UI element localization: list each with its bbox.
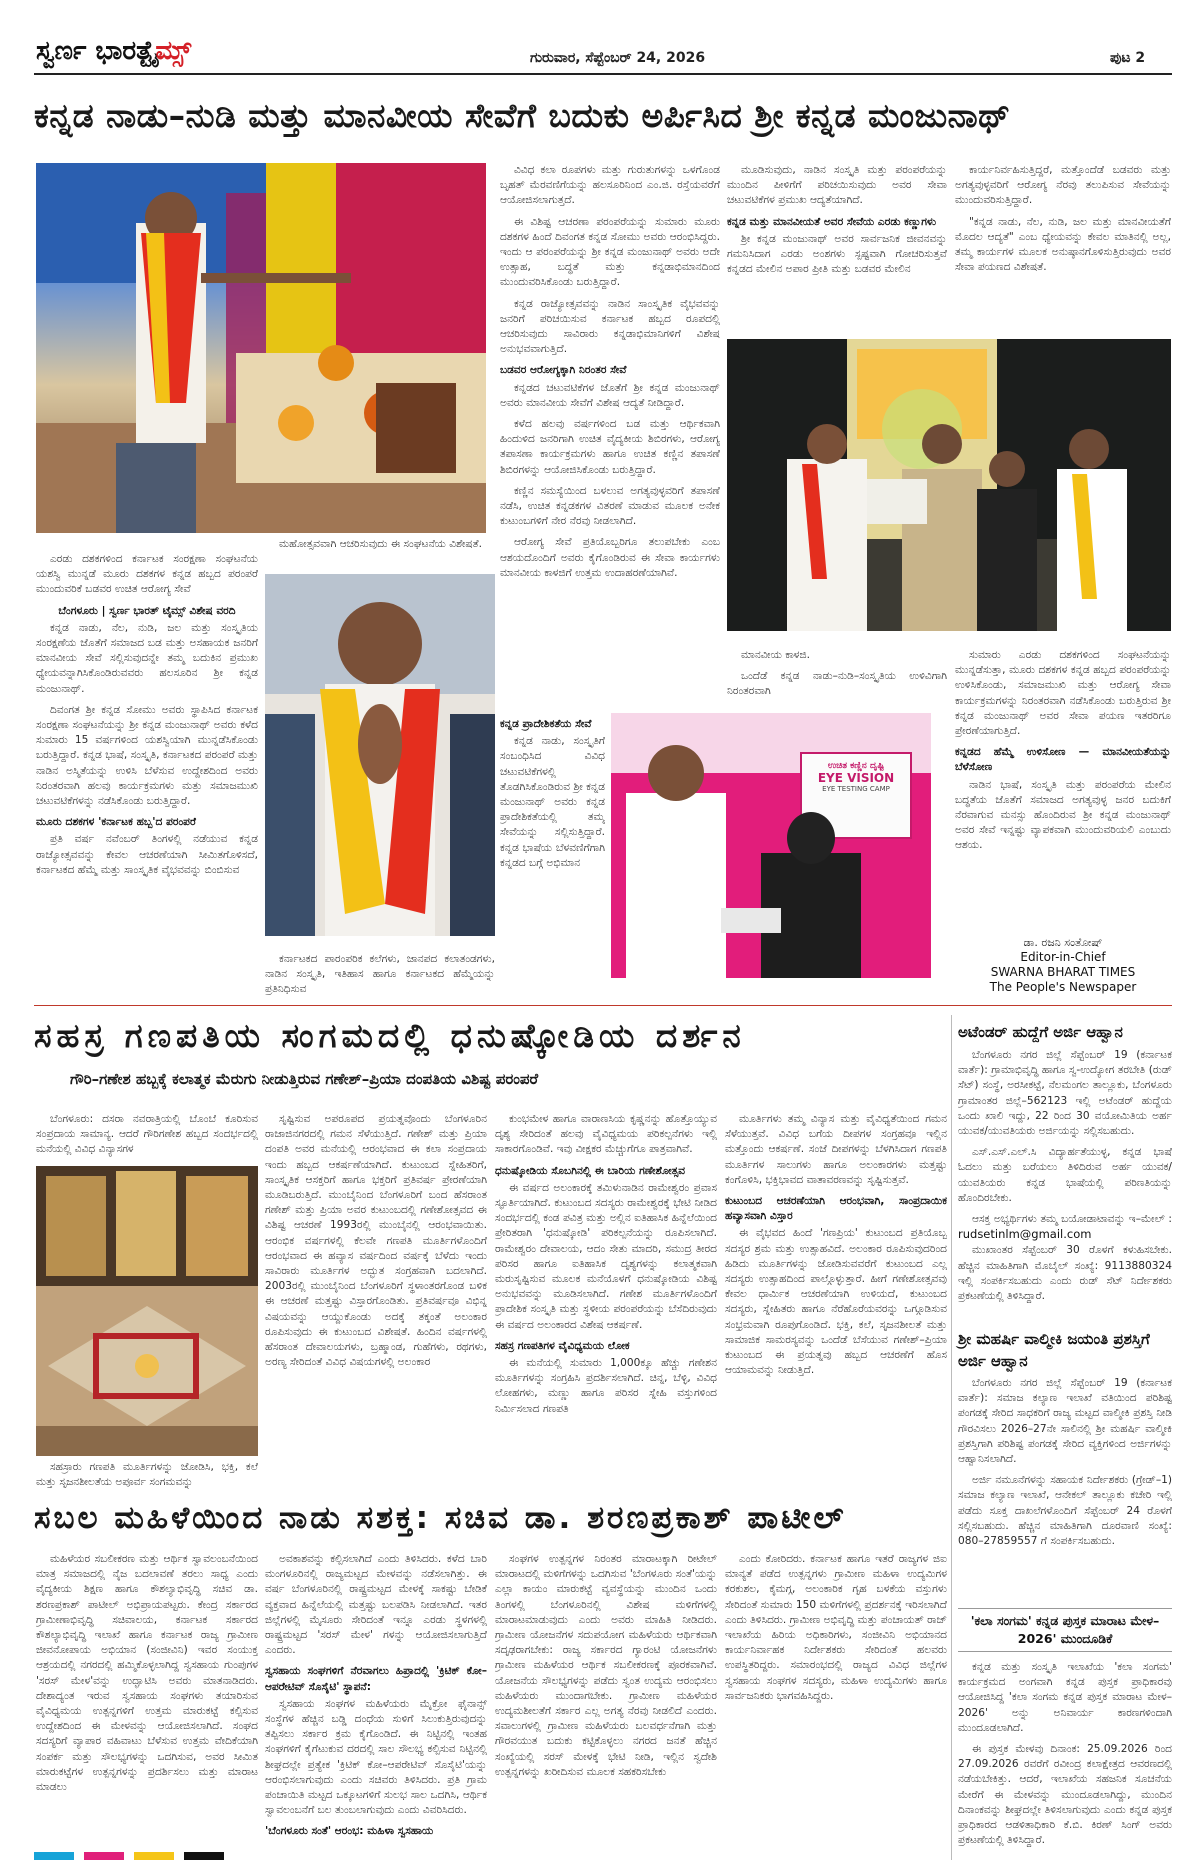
story2-col4-body: ಈ ವೈಭವದ ಹಿಂದೆ 'ಗಣಪ್ರಿಯ' ಕುಟುಂಬದ ಪ್ರತಿಯೊಬ್ಬ ಸದಸ್ಯರ ಶ್ರಮ ಮತ್ತು ಉತ್ಸಾಹವಿದೆ. ಅಲಂಕಾರ ರೂಪಿಸುವುದರಿಂದ ಹಿಡಿದು ಮೂರ್ತಿಗಳನ್ನು ಜೋಡಿಸುವವರೆಗೆ ಕುಟುಂಬದ ಎಲ್ಲ ಸದಸ್ಯರು ಉತ್ಸಾಹದಿಂದ ಪಾಲ್ಗೊಳ್ಳುತ್ತಾರೆ. ಹೀಗೆ ಗಣೇಶೋತ್ಸವವು ಕೇವಲ ಧಾರ್ಮಿಕ ಆಚರಣೆಯಾಗಿ ಉಳಿಯದೆ, ಕುಟುಂಬದ ಸದಸ್ಯರು, ಸ್ನೇಹಿತರು ಹಾಗೂ ನೆರೆಹೊರೆಯವರನ್ನು ಒಗ್ಗೂಡಿಸುವ ಸಂಭ್ರಮವಾಗಿ ರೂಪುಗೊಂಡಿದೆ. ಭಕ್ತಿ, ಕಲೆ, ಸೃಜನಶೀಲತೆ ಮತ್ತು ಸಾಮಾಜಿಕ ಸಾಮರಸ್ಯವನ್ನು ಒಂದೆಡೆ ಬೆಸೆಯುವ ಗಣೇಶ್–ಪ್ರಿಯಾ ಕುಟುಂಬದ ಈ ಪ್ರಯತ್ನವು ಹಬ್ಬದ ಆಚರಣೆಗೆ ಹೊಸ ಆಯಾಮವನ್ನು ನೀಡುತ್ತಿದೆ.: [725, 1227, 947, 1377]
story1-col3-para-6: ಕಣ್ಣಿನ ಸಮಸ್ಯೆಯಿಂದ ಬಳಲುವ ಅಗತ್ಯವುಳ್ಳವರಿಗೆ ತಪಾಸಣೆ ನಡೆಸಿ, ಉಚಿತ ಕನ್ನಡಕಗಳ ವಿತರಣೆ ಮಾಡುವ ಮೂಲಕ ಅನೇಕ ಕುಟುಂಬಗಳಿಗೆ ನೇರ ನೆರವು ನೀಡಲಾಗಿದೆ.: [500, 484, 720, 528]
sidebar-notice-1: [958, 1048, 1172, 1324]
sidebar-heading-1: ಅಟೆಂಡರ್ ಹುದ್ದೆಗೆ ಅರ್ಜಿ ಆಹ್ವಾನ: [958, 1023, 1123, 1041]
paper-tagline: The People's Newspaper: [989, 980, 1137, 994]
story1-para-1: ಕನ್ನಡ ನಾಡು, ನೆಲ, ನುಡಿ, ಜಲ ಮತ್ತು ಸಂಸ್ಕೃತಿಯ ಸಂರಕ್ಷಣೆಯ ಜೊತೆಗೆ ಸಮಾಜದ ಬಡ ಮತ್ತು ಅಸಹಾಯಕ ಜನರಿಗೆ ಮಾನವೀಯ ಸೇವೆ ಸಲ್ಲಿಸುವುದನ್ನೇ ತಮ್ಮ ಬದುಕಿನ ಪ್ರಮುಖ ಧ್ಯೇಯವನ್ನಾಗಿಸಿಕೊಂಡಿರುವವರು ಹಲಸೂರಿನ ಶ್ರೀ ಕನ್ನಡ ಮಂಜುನಾಥ್.: [36, 621, 258, 695]
sidebar-notice-3: [958, 1660, 1172, 1855]
story1-col3-para-8: ಕನ್ನಡ ನಾಡು, ಸಂಸ್ಕೃತಿಗೆ ಸಂಬಂಧಿಸಿದ ವಿವಿಧ ಚಟುವಟಿಕೆಗಳಲ್ಲಿ ತೊಡಗಿಸಿಕೊಂಡಿರುವ ಶ್ರೀ ಕನ್ನಡ ಮಂಜುನಾಥ್ ಅವರು ಕನ್ನಡ ಪ್ರಾದೇಶಿಕತೆಯಲ್ಲಿ ತಮ್ಮ ಸೇವೆಯನ್ನು ಸಲ್ಲಿಸುತ್ತಿದ್ದಾರೆ. ಕನ್ನಡ ಭಾಷೆಯ ಬೆಳವಣಿಗೆಗಾಗಿ ಕನ್ನಡದ ಬಗ್ಗೆ ಅಭಿಮಾನ: [500, 735, 605, 869]
photo-award-night-art: [727, 339, 1171, 631]
story1-column-4-lower: [727, 648, 947, 712]
print-color-bar: [34, 1852, 334, 1860]
masthead-rule: [34, 73, 1172, 75]
story2-col3-body-2: ಈ ಮನೆಯಲ್ಲಿ ಸುಮಾರು 1,000ಕ್ಕೂ ಹೆಚ್ಚು ಗಣೇಶನ ಮೂರ್ತಿಗಳನ್ನು ಸಂಗ್ರಹಿಸಿ ಪ್ರದರ್ಶಿಸಲಾಗಿದೆ. ಚಿನ್ನ, ಬೆಳ್ಳಿ, ವಿವಿಧ ಲೋಹಗಳು, ಮಣ್ಣು ಹಾಗೂ ಪರಿಸರ ಸ್ನೇಹಿ ವಸ್ತುಗಳಿಂದ ನಿರ್ಮಿಸಲಾದ ಗಣಪತಿ: [495, 1357, 717, 1415]
story1-intro: ಎರಡು ದಶಕಗಳಿಂದ ಕರ್ನಾಟಕ ಸಂರಕ್ಷಣಾ ಸಂಘಟನೆಯ ಯಶಸ್ವಿ ಮುನ್ನಡೆ ಮೂರು ದಶಕಗಳ ಕನ್ನಡ ಹಬ್ಬದ ಪರಂಪರೆ ಮುಂದುವರಿಕೆ ಬಡವರ ಉಚಿತ ಆರೋಗ್ಯ ಸೇವೆ: [36, 553, 258, 596]
story3-column-2: [265, 1552, 487, 1852]
story1-headline: ಕನ್ನಡ ನಾಡು–ನುಡಿ ಮತ್ತು ಮಾನವೀಯ ಸೇವೆಗೆ ಬದುಕು ಅರ್ಪಿಸಿದ ಶ್ರೀ ಕನ್ನಡ ಮಂಜುನಾಥ್: [34, 96, 1011, 135]
story1-col4-para: ಶ್ರೀ ಕನ್ನಡ ಮಂಜುನಾಥ್ ಅವರ ಸಾರ್ವಜನಿಕ ಜೀವನವನ್ನು ಗಮನಿಸಿದಾಗ ಎರಡು ಅಂಶಗಳು ಸ್ಪಷ್ಟವಾಗಿ ಗೋಚರಿಸುತ್ತವೆ ಕನ್ನಡದ ಮೇಲಿನ ಅಪಾರ ಪ್ರೀತಿ ಮತ್ತು ಬಡವರ ಮೇಲಿನ: [727, 232, 947, 276]
story2-col1-top: ಬೆಂಗಳೂರು: ದಸರಾ ನವರಾತ್ರಿಯಲ್ಲಿ ಬೊಂಬೆ ಕೂರಿಸುವ ಸಂಪ್ರದಾಯ ಸಾಮಾನ್ಯ. ಆದರೆ ಗೌರಿಗಣೇಶ ಹಬ್ಬದ ಸಂದರ್ಭದಲ್ಲಿ ಮನೆಯಲ್ಲಿ ವಿವಿಧ ವಿನ್ಯಾಸಗಳ: [36, 1113, 258, 1156]
story2-col3-subhead: ಧನುಷ್ಕೋಡಿಯ ಸೊಬಗಿನಲ್ಲಿ ಈ ಬಾರಿಯ ಗಣೇಶೋತ್ಸವ: [495, 1164, 686, 1177]
sidebar-notice-2-para-1: ಬೆಂಗಳೂರು ನಗರ ಜಿಲ್ಲೆ ಸೆಪ್ಟೆಂಬರ್ 19 (ಕರ್ನಾಟಕ ವಾರ್ತೆ): ಸಮಾಜ ಕಲ್ಯಾಣ ಇಲಾಖೆ ವತಿಯಿಂದ ಪರಿಶಿಷ್ಟ ಪಂಗಡಕ್ಕೆ ಸೇರಿದ ಸಾಧಕರಿಗೆ ರಾಜ್ಯ ಮಟ್ಟದ ವಾಲ್ಮೀಕಿ ಪ್ರಶಸ್ತಿ ನೀಡಿ ಗೌರವಿಸಲು 2026–27ನೇ ಸಾಲಿನಲ್ಲಿ ಶ್ರೀ ಮಹರ್ಷಿ ವಾಲ್ಮೀಕಿ ಪ್ರಶಸ್ತಿಗಾಗಿ ಪರಿಶಿಷ್ಟ ಪಂಗಡಕ್ಕೆ ಸೇರಿದ ವ್ಯಕ್ತಿಗಳಿಂದ ಅರ್ಜಿಗಳನ್ನು ಆಹ್ವಾನಿಸಲಾಗಿದೆ.: [958, 1377, 1172, 1466]
story1-col3-para-3: ಕನ್ನಡ ರಾಜ್ಯೋತ್ಸವವನ್ನು ನಾಡಿನ ಸಾಂಸ್ಕೃತಿಕ ವೈಭವವನ್ನು ಜನರಿಗೆ ಪರಿಚಯಿಸುವ ಕರ್ನಾಟಕ ಹಬ್ಬದ ರೂಪದಲ್ಲಿ ಆಚರಿಸುವುದು ಸಾವಿರಾರು ಕನ್ನಡಾಭಿಮಾನಿಗಳಿಗೆ ವಿಶೇಷ ಅನುಭವವಾಗುತ್ತಿದೆ.: [500, 297, 720, 356]
story3-headline: ಸಬಲ ಮಹಿಳೆಯಿಂದ ನಾಡು ಸಶಕ್ತ: ಸಚಿವ ಡಾ. ಶರಣಪ್ರಕಾಶ್ ಪಾಟೀಲ್: [34, 1500, 847, 1536]
story1-col5-para: ನಾಡಿನ ಭಾಷೆ, ಸಂಸ್ಕೃತಿ ಮತ್ತು ಪರಂಪರೆಯ ಮೇಲಿನ ಬದ್ಧತೆಯ ಜೊತೆಗೆ ಸಮಾಜದ ಅಗತ್ಯವುಳ್ಳ ಜನರ ಬದುಕಿಗೆ ನೆರವಾಗುವ ಮನಸ್ಸು ಹೊಂದಿರುವ ಶ್ರೀ ಕನ್ನಡ ಮಂಜುನಾಥ್ ಅವರ ಸೇವೆ ಇನ್ನಷ್ಟು ವ್ಯಾಪಕವಾಗಿ ಮುಂದುವರಿಯಲಿ ಎಂಬುದು ಆಶಯ.: [955, 778, 1171, 852]
photo-folded-hands: [265, 574, 495, 936]
story1-subhead-1: ಮೂರು ದಶಕಗಳ 'ಕರ್ನಾಟಕ ಹಬ್ಬ'ದ ಪರಂಪರೆ: [36, 816, 196, 829]
color-swatch-black: [184, 1852, 224, 1860]
story3-column-3: [495, 1552, 717, 1852]
eye-camp-sign-title: EYE VISION: [817, 771, 895, 785]
sidebar-notice-3-para-1: ಕನ್ನಡ ಮತ್ತು ಸಂಸ್ಕೃತಿ ಇಲಾಖೆಯ 'ಕಲಾ ಸಂಗಮ' ಕಾರ್ಯಕ್ರಮದ ಅಂಗವಾಗಿ ಕನ್ನಡ ಪುಸ್ತಕ ಪ್ರಾಧಿಕಾರವು ಆಯೋಜಿಸಿದ್ದ 'ಕಲಾ ಸಂಗಮ ಕನ್ನಡ ಪುಸ್ತಕ ಮಾರಾಟ ಮೇಳ–2026' ಅನ್ನು ಅನಿವಾರ್ಯ ಕಾರಣಗಳಿಂದಾಗಿ ಮುಂದೂಡಲಾಗಿದೆ.: [958, 1661, 1172, 1734]
eye-camp-sign: [803, 761, 909, 793]
story1-column-4: [727, 163, 947, 333]
photo-eye-camp: [611, 713, 931, 978]
story2-column-3: [495, 1112, 717, 1492]
masthead-logo: [36, 36, 191, 67]
color-swatch-yellow: [134, 1852, 174, 1860]
story3-column-1: [36, 1552, 258, 1852]
eye-camp-sign-sub: EYE TESTING CAMP: [822, 785, 890, 793]
story1-col3-subhead-2: ಕನ್ನಡ ಪ್ರಾದೇಶಿಕತೆಯ ಸೇವೆ: [500, 718, 592, 730]
story2-col3-subhead-2: ಸಹಸ್ರ ಗಣಪತಿಗಳ ವೈವಿಧ್ಯಮಯ ಲೋಕ: [495, 1339, 630, 1352]
sidebar-notice-2: [958, 1376, 1172, 1606]
story1-col3-para-7: ಆರೋಗ್ಯ ಸೇವೆ ಪ್ರತಿಯೊಬ್ಬರಿಗೂ ತಲುಪಬೇಕು ಎಂಬ ಆಶಯದೊಂದಿಗೆ ಅವರು ಕೈಗೊಂಡಿರುವ ಈ ಸೇವಾ ಕಾರ್ಯಗಳು ಮಾನವೀಯ ಕಾಳಜಿಗೆ ಉತ್ತಮ ಉದಾಹರಣೆಯಾಗಿವೆ.: [500, 536, 720, 579]
photo-stage-offering-art: [36, 163, 486, 533]
story3-col3: ಸಂಘಗಳ ಉತ್ಪನ್ನಗಳ ನಿರಂತರ ಮಾರಾಟಕ್ಕಾಗಿ ರೀಟೇಲ್ ಮಾರಾಟದಲ್ಲಿ ಮಳಿಗೆಗಳನ್ನು ಒದಗಿಸುವ 'ಬೆಂಗಳೂರು ಸಂತೆ'ಯನ್ನು ಎಲ್ಲಾ ಕಾಯಂ ಮಾರುಕಟ್ಟೆ ವ್ಯವಸ್ಥೆಯನ್ನು ಮುಂದಿನ ಒಂದು ತಿಂಗಳಲ್ಲಿ ಬೆಂಗಳೂರಿನಲ್ಲಿ ವಿಶೇಷ ಮಳಿಗೆಗಳಲ್ಲಿ ಮಾರಾಟಮಾಡುವುದು ಎಂದು ಅವರು ಮಾಹಿತಿ ನೀಡಿದರು. ಗ್ರಾಮೀಣ ಯೋಜನೆಗಳ ಸದುಪಯೋಗ ಮಹಿಳೆಯರು ಆರ್ಥಿಕವಾಗಿ ಸದೃಢರಾಗಬೇಕು: ರಾಜ್ಯ ಸರ್ಕಾರದ ಗ್ಯಾರಂಟಿ ಯೋಜನೆಗಳು ಗ್ರಾಮೀಣ ಮಹಿಳೆಯರ ಆರ್ಥಿಕ ಸಬಲೀಕರಣಕ್ಕೆ ಪೂರಕವಾಗಿವೆ. ಯೋಜನೆಯ ಸೌಲಭ್ಯಗಳನ್ನು ಪಡೆದು ಸ್ವಂತ ಉದ್ಯಮ ಆರಂಭಿಸಲು ಮಹಿಳೆಯರು ಮುಂದಾಗಬೇಕು. ಗ್ರಾಮೀಣ ಮಹಿಳೆಯರ ಉದ್ಯಮಶೀಲತೆಗೆ ಸರ್ಕಾರ ಎಲ್ಲ ಅಗತ್ಯ ನೆರವು ನೀಡಲಿದೆ ಎಂದರು. ಸವಾಲುಗಳಲ್ಲಿ ಗ್ರಾಮೀಣ ಮಹಿಳೆಯರು ಬಲವರ್ಧನೆಗಾಗಿ ಮತ್ತು ಗೌರವಯುತ ಬದುಕು ಕಟ್ಟಿಕೊಳ್ಳಲು ನಗರದ ಜನತೆ ಹೆಚ್ಚಿನ ಸಂಖ್ಯೆಯಲ್ಲಿ ಸರಸ್ ಮೇಳಕ್ಕೆ ಭೇಟಿ ನೀಡಿ, ಇಲ್ಲಿನ ಸ್ವದೇಶಿ ಉತ್ಪನ್ನಗಳನ್ನು ಖರೀದಿಸುವ ಮೂಲಕ ಸಹಕರಿಸಬೇಕು: [495, 1553, 717, 1778]
photo-folded-hands-art: [265, 574, 495, 936]
story1-column-2-top: [265, 537, 495, 573]
color-swatch-cyan: [34, 1852, 74, 1860]
sidebar-notice-2-para-2: ಅರ್ಜಿ ನಮೂನೆಗಳನ್ನು ಸಹಾಯಕ ನಿರ್ದೇಶಕರು (ಗ್ರೇಡ್–1) ಸಮಾಜ ಕಲ್ಯಾಣ ಇಲಾಖೆ, ಆನೇಕಲ್ ತಾಲ್ಲೂಕು ಕಚೇರಿ ಇಲ್ಲಿ ಪಡೆದು ಸೂಕ್ತ ದಾಖಲೆಗಳೊಂದಿಗೆ ಸೆಪ್ಟೆಂಬರ್ 24 ರೊಳಗೆ ಸಲ್ಲಿಸಬಹುದು. ಹೆಚ್ಚಿನ ಮಾಹಿತಿಗಾಗಿ ದೂರವಾಣಿ ಸಂಖ್ಯೆ: 080–27859557 ಗೆ ಸಂಪರ್ಕಿಸಬಹುದು.: [958, 1474, 1172, 1548]
story2-column-1-top: [36, 1112, 258, 1164]
story1-column-5: [955, 163, 1171, 333]
story2-column-4: [725, 1112, 947, 1492]
story2-col2: ಸೃಷ್ಟಿಸುವ ಅಪರೂಪದ ಪ್ರಯತ್ನವೊಂದು ಬೆಂಗಳೂರಿನ ರಾಜಾಜಿನಗರದಲ್ಲಿ ಗಮನ ಸೆಳೆಯುತ್ತಿದೆ. ಗಣೇಶ್ ಮತ್ತು ಪ್ರಿಯಾ ದಂಪತಿ ಅವರ ಮನೆಯಲ್ಲಿ ಆರಂಭವಾದ ಈ ಕಲಾ ಸಂಪ್ರದಾಯ ಇಂದು ಹಬ್ಬದ ಆಕರ್ಷಣೆಯಾಗಿದೆ. ಕುಟುಂಬದ ಸ್ನೇಹಿತರಿಗೆ, ಸಾಂಸ್ಕೃತಿಕ ಆಸಕ್ತರಿಗೆ ಹಾಗೂ ಭಕ್ತರಿಗೆ ಪ್ರತಿವರ್ಷ ಪ್ರೇರಣೆಯಾಗಿ ಮೂಡಿಬರುತ್ತಿದೆ. ಮುಂಬೈನಿಂದ ಬೆಂಗಳೂರಿಗೆ ಬಂದ ಹೆಸರಾಂತ ಗಣೇಶ್ ಮತ್ತು ಪ್ರಿಯಾ ಅವರ ಕುಟುಂಬದಲ್ಲಿ ಗಣೇಶೋತ್ಸವದ ಈ ವಿಶಿಷ್ಟ ಆಚರಣೆ 1993ರಲ್ಲಿ ಮುಂಬೈನಲ್ಲಿ ಆರಂಭವಾಯಿತು. ಆರಂಭಿಕ ವರ್ಷಗಳಲ್ಲಿ ಕೆಲವೇ ಗಣಪತಿ ಮೂರ್ತಿಗಳೊಂದಿಗೆ ಆರಂಭವಾದ ಈ ಹವ್ಯಾಸ ವರ್ಷದಿಂದ ವರ್ಷಕ್ಕೆ ಬೆಳೆದು ಇಂದು ಸಾವಿರಾರು ಮೂರ್ತಿಗಳ ಅದ್ಭುತ ಸಂಗ್ರಹವಾಗಿ ಬದಲಾಗಿದೆ. 2003ರಲ್ಲಿ ಮುಂಬೈನಿಂದ ಬೆಂಗಳೂರಿಗೆ ಸ್ಥಳಾಂತರಗೊಂಡ ಬಳಿಕ ಈ ಆಚರಣೆ ಮತ್ತಷ್ಟು ವಿಸ್ತಾರಗೊಂಡಿತು. ಪ್ರತಿವರ್ಷವೂ ವಿಭಿನ್ನ ವಿಷಯವನ್ನು ಆಯ್ದುಕೊಂಡು ಅದಕ್ಕೆ ತಕ್ಕಂತೆ ಅಲಂಕಾರ ರೂಪಿಸುವುದು ಈ ಕುಟುಂಬದ ವಿಶೇಷತೆ. ಹಿಂದಿನ ವರ್ಷಗಳಲ್ಲಿ ಹೆಸರಾಂತ ದೇವಾಲಯಗಳು, ಬ್ರಹ್ಮಾಂಡ, ಗುಹೆಗಳು, ರಥಗಳು, ಅರಣ್ಯ ಸೇರಿದಂತೆ ವಿವಿಧ ವಿಷಯಗಳಲ್ಲಿ ಅಲಂಕಾರ: [265, 1113, 487, 1369]
story1-column-3: [500, 163, 720, 711]
story2-col1-bottom: ಸಹಸ್ರಾರು ಗಣಪತಿ ಮೂರ್ತಿಗಳನ್ನು ಜೋಡಿಸಿ, ಭಕ್ತಿ, ಕಲೆ ಮತ್ತು ಸೃಜನಶೀಲತೆಯ ಅಪೂರ್ವ ಸಂಗಮವನ್ನು: [36, 1461, 258, 1489]
sidebar-divider: [951, 1015, 952, 1860]
logo-text-black: ಸ್ವರ್ಣ ಭಾರತ್: [36, 36, 156, 66]
photo-ganesha-display: [36, 1166, 258, 1456]
story3-col4: ಎಂದು ಕೋರಿದರು. ಕರ್ನಾಟಕ ಹಾಗೂ ಇತರೆ ರಾಜ್ಯಗಳ ಜಿಐ ಮಾನ್ಯತೆ ಪಡೆದ ಉತ್ಪನ್ನಗಳು ಗ್ರಾಮೀಣ ಮಹಿಳಾ ಉದ್ಯಮಿಗಳ ಕರಕುಶಲ, ಕೈಮಗ್ಗ, ಅಲಂಕಾರಿಕ ಗೃಹ ಬಳಕೆಯ ವಸ್ತುಗಳು ಸೇರಿದಂತೆ ಸುಮಾರು 150 ಮಳಿಗೆಗಳಲ್ಲಿ ಪ್ರದರ್ಶನಕ್ಕೆ ಇರಿಸಲಾಗಿದೆ ಎಂದು ತಿಳಿಸಿದರು. ಗ್ರಾಮೀಣ ಅಭಿವೃದ್ಧಿ ಮತ್ತು ಪಂಚಾಯತ್ ರಾಜ್ ಇಲಾಖೆಯ ಹಿರಿಯ ಅಧಿಕಾರಿಗಳು, ಸಂಜೀವಿನಿ ಅಭಿಯಾನದ ಕಾರ್ಯನಿರ್ವಾಹಕ ನಿರ್ದೇಶಕರು ಸೇರಿದಂತೆ ಹಲವರು ಉಪಸ್ಥಿತರಿದ್ದರು. ಸಮಾರಂಭದಲ್ಲಿ ರಾಜ್ಯದ ವಿವಿಧ ಜಿಲ್ಲೆಗಳ ಸ್ವಸಹಾಯ ಸಂಘಗಳ ಸದಸ್ಯರು, ಮಹಿಳಾ ಉದ್ಯಮಿಗಳು ಹಾಗೂ ಸಾರ್ವಜನಿಕರು ಭಾಗವಹಿಸಿದ್ದರು.: [725, 1553, 947, 1702]
story2-headline: ಸಹಸ್ರ ಗಣಪತಿಯ ಸಂಗಮದಲ್ಲಿ ಧನುಷ್ಕೋಡಿಯ ದರ್ಶನ: [34, 1016, 746, 1055]
photo-ganesha-display-art: [36, 1166, 258, 1456]
story1-column-2-bottom: [265, 952, 495, 1002]
story1-col2-bottom: ಕರ್ನಾಟಕದ ಪಾರಂಪರಿಕ ಕಲೆಗಳು, ಜಾನಪದ ಕಲಾತಂಡಗಳು, ನಾಡಿನ ಸಂಸ್ಕೃತಿ, ಇತಿಹಾಸ ಹಾಗೂ ಕರ್ನಾಟಕದ ಹೆಮ್ಮೆಯನ್ನು ಪ್ರತಿನಿಧಿಸುವ: [265, 953, 495, 996]
photo-award-night: [727, 339, 1171, 631]
paper-name: SWARNA BHARAT TIMES: [990, 965, 1136, 979]
editor-title: Editor-in-Chief: [1020, 950, 1106, 964]
story2-col3-body: ಈ ವರ್ಷದ ಅಲಂಕಾರಕ್ಕೆ ತಮಿಳುನಾಡಿನ ರಾಮೇಶ್ವರಂ ಪ್ರವಾಸ ಸ್ಫೂರ್ತಿಯಾಗಿದೆ. ಕುಟುಂಬದ ಸದಸ್ಯರು ರಾಮೇಶ್ವರಕ್ಕೆ ಭೇಟಿ ನೀಡಿದ ಸಂದರ್ಭದಲ್ಲಿ ಕಂಡ ಪವಿತ್ರ ಮತ್ತು ಅಲ್ಲಿನ ಐತಿಹಾಸಿಕ ಹಿನ್ನೆಲೆಯಿಂದ ಪ್ರೇರಿತರಾಗಿ 'ಧನುಷ್ಕೋಡಿ' ಪರಿಕಲ್ಪನೆಯನ್ನು ರೂಪಿಸಲಾಗಿದೆ. ರಾಮೇಶ್ವರಂ ದೇವಾಲಯ, ಆದಂ ಸೇತು ಮಾದರಿ, ಸಮುದ್ರ ತೀರದ ಪರಿಸರ ಹಾಗೂ ಐತಿಹಾಸಿಕ ದೃಶ್ಯಗಳನ್ನು ಕಲಾತ್ಮಕವಾಗಿ ಮರುಸೃಷ್ಟಿಸುವ ಮೂಲಕ ಮನೆಯೊಳಗೆ ಧನುಷ್ಕೋಡಿಯ ವಿಶಿಷ್ಟ ಅನುಭವವನ್ನು ಮೂಡಿಸಲಾಗಿದೆ. ಗಣೇಶ ಮೂರ್ತಿಗಳೊಂದಿಗೆ ಪ್ರಾದೇಶಿಕ ಸಂಸ್ಕೃತಿ ಮತ್ತು ಸ್ಥಳೀಯ ಪರಂಪರೆಯನ್ನು ಬೆಸೆದಿರುವುದು ಈ ವರ್ಷದ ಅಲಂಕಾರದ ವಿಶೇಷ ಆಕರ್ಷಣೆ.: [495, 1181, 717, 1331]
sidebar-email[interactable]: rudsetinlm@gmail.com: [958, 1227, 1092, 1242]
sidebar-notice-1-para-4: ಮುಖಾಂತರ ಸೆಪ್ಟೆಂಬರ್ 30 ರೊಳಗೆ ಕಳುಹಿಸಬೇಕು. ಹೆಚ್ಚಿನ ಮಾಹಿತಿಗಾಗಿ ಮೊಬೈಲ್ ಸಂಖ್ಯೆ: 9113880324 ಇಲ್ಲಿ ಸಂಪರ್ಕಿಸಬಹುದು ಎಂದು ರುಡ್ ಸೆಟ್ ನಿರ್ದೇಶಕರು ಪ್ರಕಟಣೆಯಲ್ಲಿ ತಿಳಿಸಿದ್ದಾರೆ.: [958, 1244, 1172, 1303]
story3-col2: ಅವಕಾಶವನ್ನು ಕಲ್ಪಿಸಲಾಗಿದೆ ಎಂದು ತಿಳಿಸಿದರು. ಕಳೆದ ಬಾರಿ ಮಂಗಳೂರಿನಲ್ಲಿ ರಾಜ್ಯಮಟ್ಟದ ಮೇಳವನ್ನು ನಡೆಸಲಾಗಿತ್ತು. ಈ ವರ್ಷ ಬೆಂಗಳೂರಿನಲ್ಲಿ ರಾಷ್ಟ್ರಮಟ್ಟದ ಮೇಳಕ್ಕೆ ಸಾಕಷ್ಟು ಬೇಡಿಕೆ ವ್ಯಕ್ತವಾದ ಹಿನ್ನೆಲೆಯಲ್ಲಿ ಮತ್ತಷ್ಟು ಬಲಪಡಿಸಿ ನೀಡಲಾಗಿದೆ. ಇತರ ಜಿಲ್ಲೆಗಳಲ್ಲಿ ಮೈಸೂರು ಸೇರಿದಂತೆ ಇನ್ನೂ ಎರಡು ಸ್ಥಳಗಳಲ್ಲಿ ರಾಷ್ಟ್ರಮಟ್ಟದ 'ಸರಸ್ ಮೇಳ' ಗಳನ್ನು ಆಯೋಜಿಸಲಾಗುತ್ತಿದೆ ಎಂದರು.: [265, 1553, 487, 1657]
story1-col3-para-5: ಕಳೆದ ಹಲವು ವರ್ಷಗಳಿಂದ ಬಡ ಮತ್ತು ಆರ್ಥಿಕವಾಗಿ ಹಿಂದುಳಿದ ಜನರಿಗಾಗಿ ಉಚಿತ ವೈದ್ಯಕೀಯ ಶಿಬಿರಗಳು, ಆರೋಗ್ಯ ತಪಾಸಣಾ ಕಾರ್ಯಕ್ರಮಗಳು ಹಾಗೂ ಉಚಿತ ಕಣ್ಣಿನ ತಪಾಸಣೆ ಶಿಬಿರಗಳನ್ನು ಆಯೋಜಿಸಿಕೊಂಡು ಬರುತ್ತಿದ್ದಾರೆ.: [500, 418, 720, 476]
sidebar-heading-2: ಶ್ರೀ ಮಹರ್ಷಿ ವಾಲ್ಮೀಕಿ ಜಯಂತಿ ಪ್ರಶಸ್ತಿಗೆ ಅರ್ಜಿ ಆಹ್ವಾನ: [958, 1330, 1150, 1370]
story1-col2-top: ಮಹೋತ್ಸವವಾಗಿ ಆಚರಿಸುವುದು ಈ ಸಂಘಟನೆಯ ವಿಶೇಷತೆ.: [279, 538, 482, 550]
page-number: ಪುಟ 2: [1110, 50, 1146, 66]
sidebar-notice-1-para-2: ಎಸ್.ಎಸ್.ಎಲ್.ಸಿ ವಿದ್ಯಾರ್ಹತೆಯುಳ್ಳ, ಕನ್ನಡ ಭಾಷೆ ಓದಲು ಮತ್ತು ಬರೆಯಲು ತಿಳಿದಿರುವ ಅರ್ಹ ಯುವಕ/ಯುವತಿಯರು ಕನ್ನಡ ಭಾಷೆಯಲ್ಲಿ ಪರಿಣತಿಯನ್ನು ಹೊಂದಿರಬೇಕು.: [958, 1146, 1172, 1204]
story1-byline: ಬೆಂಗಳೂರು | ಸ್ವರ್ಣ ಭಾರತ್ ಟೈಮ್ಸ್ ವಿಶೇಷ ವರದಿ: [58, 604, 236, 617]
story1-col3-para-2: ಈ ವಿಶಿಷ್ಟ ಆಚರಣಾ ಪರಂಪರೆಯನ್ನು ಸುಮಾರು ಮೂರು ದಶಕಗಳ ಹಿಂದೆ ದಿವಂಗತ ಕನ್ನಡ ಸೋಮು ಅವರು ಆರಂಭಿಸಿದ್ದರು. ಇಂದು ಆ ಪರಂಪರೆಯನ್ನು ಶ್ರೀ ಕನ್ನಡ ಮಂಜುನಾಥ್ ಅವರು ಅದೇ ಉತ್ಸಾಹ, ಬದ್ಧತೆ ಮತ್ತು ಕನ್ನಡಾಭಿಮಾನದಿಂದ ಮುಂದುವರಿಸಿಕೊಂಡು ಬರುತ್ತಿದ್ದಾರೆ.: [500, 215, 720, 289]
photo-stage-offering: [36, 163, 486, 533]
story1-col3-para-1: ವಿವಿಧ ಕಲಾ ರೂಪಗಳು ಮತ್ತು ಗುರುತುಗಳನ್ನು ಒಳಗೊಂಡ ಬೃಹತ್ ಮೆರವಣಿಗೆಯನ್ನು ಹಲಸೂರಿನಿಂದ ಎಂ.ಜಿ. ರಸ್ತೆಯವರೆಗೆ ಆಯೋಜಿಸಲಾಗುತ್ತದೆ.: [500, 164, 720, 207]
story1-col4-top: ಮೂಡಿಸುವುದು, ನಾಡಿನ ಸಂಸ್ಕೃತಿ ಮತ್ತು ಪರಂಪರೆಯನ್ನು ಮುಂದಿನ ಪೀಳಿಗೆಗೆ ಪರಿಚಯಿಸುವುದು ಅವರ ಸೇವಾ ಚಟುವಟಿಕೆಗಳ ಪ್ರಮುಖ ಆದ್ಯತೆಯಾಗಿದೆ.: [727, 164, 947, 207]
story1-para-2: ದಿವಂಗತ ಶ್ರೀ ಕನ್ನಡ ಸೋಮು ಅವರು ಸ್ಥಾಪಿಸಿದ ಕರ್ನಾಟಕ ಸಂರಕ್ಷಣಾ ಸಂಘಟನೆಯನ್ನು ಶ್ರೀ ಕನ್ನಡ ಮಂಜುನಾಥ್ ಅವರು ಕಳೆದ ಸುಮಾರು 15 ವರ್ಷಗಳಿಂದ ಯಶಸ್ವಿಯಾಗಿ ಮುನ್ನಡೆಸಿಕೊಂಡು ಬರುತ್ತಿದ್ದಾರೆ. ಕನ್ನಡ ಭಾಷೆ, ಸಂಸ್ಕೃತಿ, ಕರ್ನಾಟಕದ ಪರಂಪರೆ ಮತ್ತು ನಾಡಿನ ಅಸ್ಮಿತೆಯನ್ನು ಉಳಿಸಿ ಬೆಳೆಸುವ ಉದ್ದೇಶದಿಂದ ಅವರು ನಿರಂತರವಾಗಿ ಹಲವು ಕಾರ್ಯಕ್ರಮಗಳು ಮತ್ತು ಸಮಾಜಮುಖಿ ಚಟುವಟಿಕೆಗಳನ್ನು ನಡೆಸಿಕೊಂಡು ಬರುತ್ತಿದ್ದಾರೆ.: [36, 703, 258, 808]
editor-name: ಡಾ. ರಜನಿ ಸಂತೋಷ್: [1023, 936, 1103, 949]
story1-column-3-lower: [500, 715, 605, 1002]
story3-col2-body: ಸ್ವಸಹಾಯ ಸಂಘಗಳ ಮಹಿಳೆಯರು ಮೈಕ್ರೋ ಫೈನಾನ್ಸ್ ಸಂಸ್ಥೆಗಳ ಹೆಚ್ಚಿನ ಬಡ್ಡಿ ದಂಧೆಯ ಸುಳಿಗೆ ಸಿಲುಕುತ್ತಿರುವುದನ್ನು ತಪ್ಪಿಸಲು ಸರ್ಕಾರ ಕ್ರಮ ಕೈಗೊಂಡಿದೆ. ಈ ನಿಟ್ಟಿನಲ್ಲಿ ಇಂತಹ ಸಂಘಗಳಿಗೆ ಕೈಗೆಟುಕುವ ದರದಲ್ಲಿ ಸಾಲ ಸೌಲಭ್ಯ ಕಲ್ಪಿಸುವ ನಿಟ್ಟಿನಲ್ಲಿ ಶೀಘ್ರದಲ್ಲೇ ಪ್ರತ್ಯೇಕ 'ಕ್ರಿಟಿಕ್ ಕೋ–ಆಪರೇಟಿವ್ ಸೊಸೈಟಿ'ಯನ್ನು ಆರಂಭಿಸಲಾಗುವುದು ಎಂದು ಸಚಿವರು ತಿಳಿಸಿದರು. ಪ್ರತಿ ಗ್ರಾಮ ಪಂಚಾಯಿತಿ ಮಟ್ಟದ ಒಕ್ಕೂಟಗಳಿಗೆ ಸುಲಭ ಸಾಲ ಒದಗಿಸಿ, ಆರ್ಥಿಕ ಸ್ವಾವಲಂಬನೆಗೆ ಬಲ ತುಂಬಲಾಗುವುದು ಎಂದು ವಿವರಿಸಿದರು.: [265, 1697, 487, 1817]
sidebar-notice-3-para-2: ಈ ಪುಸ್ತಕ ಮೇಳವು ದಿನಾಂಕ: 25.09.2026 ರಿಂದ 27.09.2026 ರವರೆಗೆ ರವೀಂದ್ರ ಕಲಾಕ್ಷೇತ್ರದ ಆವರಣದಲ್ಲಿ ನಡೆಯಬೇಕಿತ್ತು. ಆದರೆ, ಇಲಾಖೆಯ ಸಹಜನಿಕ ಸೂಚನೆಯ ಮೇರೆಗೆ ಈ ಮೇಳವನ್ನು ಮುಂದೂಡಲಾಗಿದ್ದು, ಮುಂದಿನ ದಿನಾಂಕವನ್ನು ಶೀಘ್ರದಲ್ಲೇ ತಿಳಿಸಲಾಗುವುದು ಎಂದು ಕನ್ನಡ ಪುಸ್ತಕ ಪ್ರಾಧಿಕಾರದ ಆಡಳಿತಾಧಿಕಾರಿ ಕೆ.ಬಿ. ಕಿರಣ್ ಸಿಂಗ್ ಅವರು ಪ್ರಕಟಣೆಯಲ್ಲಿ ತಿಳಿಸಿದ್ದಾರೆ.: [958, 1743, 1172, 1847]
story2-subhead: ಗೌರಿ–ಗಣೇಶ ಹಬ್ಬಕ್ಕೆ ಕಲಾತ್ಮಕ ಮೆರುಗು ನೀಡುತ್ತಿರುವ ಗಣೇಶ್–ಪ್ರಿಯಾ ದಂಪತಿಯ ವಿಶಿಷ್ಟ ಪರಂಪರೆ: [70, 1070, 539, 1088]
masthead-date: ಗುರುವಾರ, ಸೆಪ್ಟೆಂಬರ್ 24, 2026: [530, 50, 706, 66]
story2-column-2: [265, 1112, 487, 1492]
story1-col4-bottom-2: ಒಂದೆಡೆ ಕನ್ನಡ ನಾಡು–ನುಡಿ–ಸಂಸ್ಕೃತಿಯ ಉಳಿವಿಗಾಗಿ ನಿರಂತರವಾಗಿ: [727, 670, 947, 698]
story1-col4-bottom: ಮಾನವೀಯ ಕಾಳಜಿ.: [741, 649, 811, 661]
story1-col5-top-2: "ಕನ್ನಡ ನಾಡು, ನೆಲ, ನುಡಿ, ಜಲ ಮತ್ತು ಮಾನವೀಯತೆಗೆ ಮೊದಲ ಆದ್ಯತೆ" ಎಂಬ ಧ್ಯೇಯವನ್ನು ಕೇವಲ ಮಾತಿನಲ್ಲಿ ಅಲ್ಲ, ತಮ್ಮ ಕಾರ್ಯಗಳ ಮೂಲಕ ಅನುಷ್ಠಾನಗೊಳಿಸುತ್ತಿರುವುದು ಅವರ ಸೇವಾ ಪಯಣದ ವಿಶೇಷತೆ.: [955, 215, 1171, 274]
sidebar-email-label: ಆಸಕ್ತ ಅಭ್ಯರ್ಥಿಗಳು ತಮ್ಮ ಬಯೋಡಾಟಾವನ್ನು ಇ–ಮೇಲ್ :: [972, 1213, 1172, 1226]
story3-col1: ಮಹಿಳೆಯರ ಸಬಲೀಕರಣ ಮತ್ತು ಆರ್ಥಿಕ ಸ್ವಾವಲಂಬನೆಯಿಂದ ಮಾತ್ರ ಸಮಾಜದಲ್ಲಿ ನೈಜ ಬದಲಾವಣೆ ತರಲು ಸಾಧ್ಯ ಎಂದು ವೈದ್ಯಕೀಯ ಶಿಕ್ಷಣ ಹಾಗೂ ಕೌಶಲ್ಯಾಭಿವೃದ್ಧಿ ಸಚಿವ ಡಾ. ಶರಣಪ್ರಕಾಶ್ ಪಾಟೀಲ್ ಅಭಿಪ್ರಾಯಪಟ್ಟರು. ಕೇಂದ್ರ ಸರ್ಕಾರದ ಗ್ರಾಮೀಣಾಭಿವೃದ್ಧಿ ಸಚಿವಾಲಯ, ಕರ್ನಾಟಕ ಸರ್ಕಾರದ ಕೌಶಲ್ಯಾಭಿವೃದ್ಧಿ ಇಲಾಖೆ ಹಾಗೂ ಕರ್ನಾಟಕ ರಾಜ್ಯ ಗ್ರಾಮೀಣ ಜೀವನೋಪಾಯ ಅಭಿಯಾನ (ಸಂಜೀವಿನಿ) ಇವರ ಸಂಯುಕ್ತ ಆಶ್ರಯದಲ್ಲಿ ನಗರದಲ್ಲಿ ಹಮ್ಮಿಕೊಳ್ಳಲಾಗಿದ್ದ ಸ್ವಸಹಾಯ ಗುಂಪುಗಳ 'ಸರಸ್ ಮೇಳ'ವನ್ನು ಉದ್ಘಾಟಿಸಿ ಅವರು ಮಾತನಾಡಿದರು. ದೇಶಾದ್ಯಂತ ಇರುವ ಸ್ವಸಹಾಯ ಸಂಘಗಳು ತಯಾರಿಸುವ ವೈವಿಧ್ಯಮಯ ಉತ್ಪನ್ನಗಳಿಗೆ ಉತ್ತಮ ಮಾರುಕಟ್ಟೆ ಕಲ್ಪಿಸುವ ಉದ್ದೇಶದಿಂದ ಈ ಮೇಳವನ್ನು ಆಯೋಜಿಸಲಾಗಿದೆ. ಸಂಘದ ಸದಸ್ಯರಿಗೆ ವ್ಯಾಪಾರ ವಹಿವಾಟು ಬೆಳೆಸುವ ಉತ್ತಮ ವೇದಿಕೆಯಾಗಿ ಸಂಪರ್ಕ ಮತ್ತು ಸೌಲಭ್ಯಗಳನ್ನು ಒದಗಿಸುವ, ಅವರ ಸೀಮಿತ ಮಾರುಕಟ್ಟೆಗಳ ಉತ್ಪನ್ನಗಳನ್ನು ಪ್ರದರ್ಶಿಸಲು ಮತ್ತು ಮಾರಾಟ ಮಾಡಲು: [36, 1553, 258, 1794]
story1-col5-subhead: ಕನ್ನಡದ ಹೆಮ್ಮೆ ಉಳಿಸೋಣ — ಮಾನವೀಯತೆಯನ್ನು ಬೆಳೆಸೋಣ: [955, 746, 1171, 774]
story1-col4-subhead: ಕನ್ನಡ ಮತ್ತು ಮಾನವೀಯತೆ ಅವರ ಸೇವೆಯ ಎರಡು ಕಣ್ಣುಗಳು: [727, 215, 937, 228]
story2-col3: ಕುಂಭಮೇಳ ಹಾಗೂ ವಾರಾಣಸಿಯ ಕೃಷ್ಣನನ್ನು ಹೊತ್ತೊಯ್ಯುವ ದೃಶ್ಯ ಸೇರಿದಂತೆ ಹಲವು ವೈವಿಧ್ಯಮಯ ಪರಿಕಲ್ಪನೆಗಳು ಇಲ್ಲಿ ಸಾಕಾರಗೊಂಡಿವೆ. ಇವು ವೀಕ್ಷಕರ ಮೆಚ್ಚುಗೆಗೂ ಪಾತ್ರವಾಗಿವೆ.: [495, 1113, 717, 1156]
story3-column-4: [725, 1552, 947, 1852]
photo-eye-camp-art: [611, 713, 931, 978]
masthead: [0, 0, 1200, 75]
story1-col5-top: ಕಾರ್ಯನಿರ್ವಹಿಸುತ್ತಿದ್ದರೆ, ಮತ್ತೊಂದೆಡೆ ಬಡವರು ಮತ್ತು ಅಗತ್ಯವುಳ್ಳವರಿಗೆ ಆರೋಗ್ಯ ನೆರವು ತಲುಪಿಸುವ ಸೇವೆಯನ್ನು ಮುಂದುವರಿಸುತ್ತಿದ್ದಾರೆ.: [955, 164, 1171, 207]
editor-signature: [955, 935, 1171, 995]
story2-col4-subhead: ಕುಟುಂಬದ ಆಚರಣೆಯಾಗಿ ಆರಂಭವಾಗಿ, ಸಾಂಪ್ರದಾಯಿಕ ಹವ್ಯಾಸವಾಗಿ ವಿಸ್ತಾರ: [725, 1195, 947, 1223]
sidebar-box-title: 'ಕಲಾ ಸಂಗಮ' ಕನ್ನಡ ಪುಸ್ತಕ ಮಾರಾಟ ಮೇಳ–2026' ಮುಂದೂಡಿಕೆ: [958, 1608, 1172, 1652]
story3-col2-subhead-2: 'ಬೆಂಗಳೂರು ಸಂತೆ' ಆರಂಭ: ಮಹಿಳಾ ಸ್ವಸಹಾಯ: [265, 1825, 434, 1838]
sidebar-notice-1-para-3: [958, 1212, 1172, 1243]
story1-col3-subhead: ಬಡವರ ಆರೋಗ್ಯಕ್ಕಾಗಿ ನಿರಂತರ ಸೇವೆ: [500, 364, 627, 377]
story1-para-3: ಪ್ರತಿ ವರ್ಷ ನವೆಂಬರ್ ತಿಂಗಳಲ್ಲಿ ನಡೆಯುವ ಕನ್ನಡ ರಾಜ್ಯೋತ್ಸವವನ್ನು ಕೇವಲ ಆಚರಣೆಯಾಗಿ ಸೀಮಿತಗೊಳಿಸದೆ, ಕರ್ನಾಟಕದ ಹೆಮ್ಮೆ ಮತ್ತು ಸಾಂಸ್ಕೃತಿಕ ವೈಭವವನ್ನು ಬಿಂಬಿಸುವ: [36, 833, 258, 876]
story1-column-1: [36, 552, 258, 1000]
story1-column-5-lower: [955, 648, 1171, 930]
story2-column-1-bottom: [36, 1460, 258, 1492]
section-divider-1: [34, 1005, 1172, 1006]
story2-col4: ಮೂರ್ತಿಗಳು ತಮ್ಮ ವಿನ್ಯಾಸ ಮತ್ತು ವೈವಿಧ್ಯತೆಯಿಂದ ಗಮನ ಸೆಳೆಯುತ್ತವೆ. ವಿವಿಧ ಬಗೆಯ ದೀಪಗಳ ಸಂಗ್ರಹವೂ ಇಲ್ಲಿನ ಮತ್ತೊಂದು ಆಕರ್ಷಣೆ. ಸಂಜೆ ದೀಪಗಳನ್ನು ಬೆಳಗಿಸಿದಾಗ ಗಣಪತಿ ಮೂರ್ತಿಗಳ ಸಾಲುಗಳು ಹಾಗೂ ಅಲಂಕಾರಗಳು ಮತ್ತಷ್ಟು ಕಂಗೊಳಿಸಿ, ಭಕ್ತಿಭಾವದ ವಾತಾವರಣವನ್ನು ಸೃಷ್ಟಿಸುತ್ತವೆ.: [725, 1113, 947, 1186]
eye-camp-sign-kannada: ಉಚಿತ ಕಣ್ಣಿನ ದೃಷ್ಟಿ: [827, 761, 885, 771]
sidebar-notice-1-para-1: ಬೆಂಗಳೂರು ನಗರ ಜಿಲ್ಲೆ ಸೆಪ್ಟೆಂಬರ್ 19 (ಕರ್ನಾಟಕ ವಾರ್ತೆ): ಗ್ರಾಮಾಭಿವೃದ್ಧಿ ಹಾಗೂ ಸ್ವ-ಉದ್ಯೋಗ ತರಬೇತಿ (ರುಡ್ ಸೆಟ್) ಸಂಸ್ಥೆ, ಅರಸೀಕಟ್ಟೆ, ನೆಲಮಂಗಲ ತಾಲ್ಲೂಕು, ಬೆಂಗಳೂರು ಗ್ರಾಮಾಂತರ ಜಿಲ್ಲೆ–562123 ಇಲ್ಲಿ ಅಟೆಂಡರ್ ಹುದ್ದೆಯ ಒಂದು ಖಾಲಿ ಇದ್ದು, 22 ರಿಂದ 30 ವಯೋಮಿತಿಯ ಅರ್ಹ ಯುವಕ/ಯುವತಿಯರು ಅರ್ಜಿಯನ್ನು ಸಲ್ಲಿಸಬಹುದು.: [958, 1049, 1172, 1138]
color-swatch-magenta: [84, 1852, 124, 1860]
logo-text-red: ಟೈಮ್ಸ್: [155, 36, 192, 66]
story3-col2-subhead: ಸ್ವಸಹಾಯ ಸಂಘಗಳಿಗೆ ನೆರವಾಗಲು ಹಿಪ್ರಾದಲ್ಲಿ 'ಕ್ರಿಟಿಕ್ ಕೋ–ಆಪರೇಟಿವ್ ಸೊಸೈಟಿ' ಸ್ಥಾಪನೆ:: [265, 1665, 487, 1693]
story1-col3-para-4: ಕನ್ನಡದ ಚಟುವಟಿಕೆಗಳ ಜೊತೆಗೆ ಶ್ರೀ ಕನ್ನಡ ಮಂಜುನಾಥ್ ಅವರು ಮಾನವೀಯ ಸೇವೆಗೆ ವಿಶೇಷ ಆದ್ಯತೆ ನೀಡಿದ್ದಾರೆ.: [500, 381, 720, 409]
story1-col5-bottom: ಸುಮಾರು ಎರಡು ದಶಕಗಳಿಂದ ಸಂಘಟನೆಯನ್ನು ಮುನ್ನಡೆಸುತ್ತಾ, ಮೂರು ದಶಕಗಳ ಕನ್ನಡ ಹಬ್ಬದ ಪರಂಪರೆಯನ್ನು ಉಳಿಸಿಕೊಂಡು, ಸಮಾಜಮುಖಿ ಮತ್ತು ಆರೋಗ್ಯ ಸೇವಾ ಕಾರ್ಯಕ್ರಮಗಳನ್ನು ನಿರಂತರವಾಗಿ ನಡೆಸಿಕೊಂಡು ಬರುತ್ತಿರುವ ಶ್ರೀ ಕನ್ನಡ ಮಂಜುನಾಥ್ ಅವರ ಸೇವಾ ಪಯಣ ಇತರರಿಗೂ ಪ್ರೇರಣೆಯಾಗುತ್ತಿದೆ.: [955, 649, 1171, 738]
